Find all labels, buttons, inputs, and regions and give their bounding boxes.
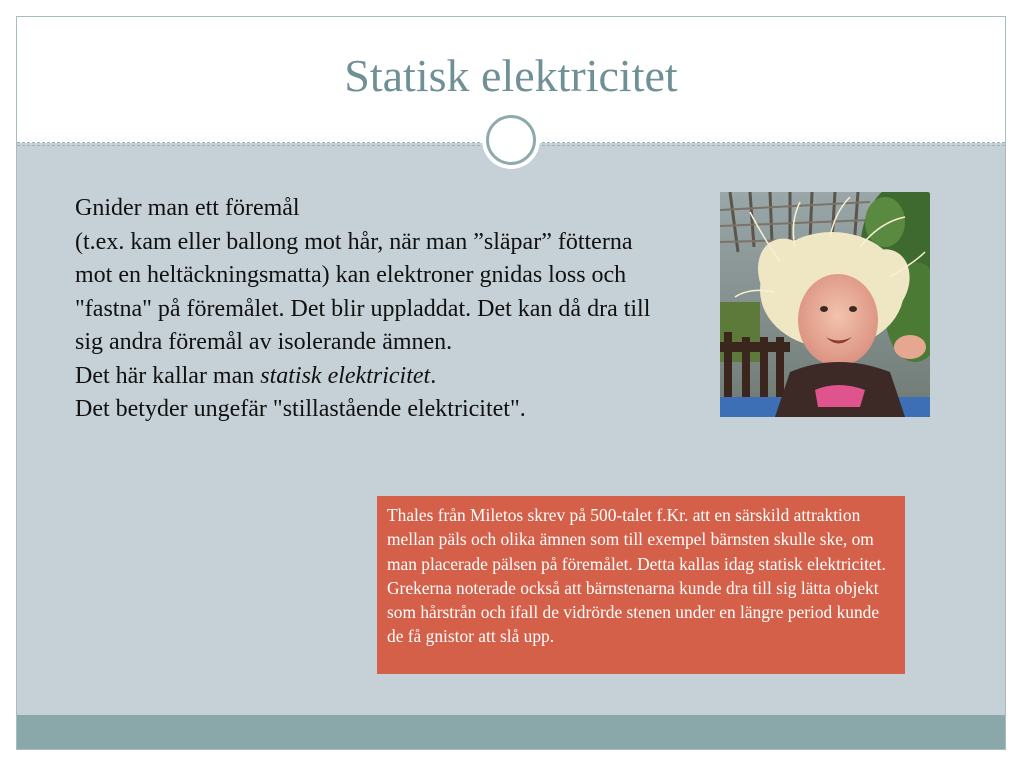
thales-callout-box	[377, 496, 905, 674]
child-with-static-hair-photo	[720, 192, 930, 417]
circle-ornament-icon	[486, 115, 536, 165]
body-line-meaning: Det betyder ungefär "stillastående elektricitet".	[75, 396, 526, 422]
definition-term: statisk elektricitet	[260, 362, 431, 389]
body-line-definition	[75, 360, 675, 394]
body-line-explanation: (t.ex. kam eller ballong mot hår, när man ”släpar” fötterna mot en heltäckningsmatta) kan elektroner gnidas loss och "fastna" på föremålet. Det blir uppladdat. Det kan då dra till sig andra föremål av isolerande ämnen.	[75, 228, 651, 355]
body-line-intro: Gnider man ett föremål	[75, 195, 300, 221]
body-text	[75, 192, 675, 427]
thales-callout-text: Thales från Miletos skrev på 500-talet f.Kr. att en särskild attraktion mellan päls och olika ämnen som till exempel bärnsten skulle ske, om man placerade pälsen på föremålet. Detta kallas idag statisk elektricitet. Grekerna noterade också att bärnstenarna kunde dra till sig lätta objekt som hårstrån och ifall de vidrörde stenen under en längre period kunde de få gnistor att slå upp.	[387, 505, 886, 647]
definition-suffix: .	[430, 362, 437, 389]
definition-prefix: Det här kallar man	[75, 362, 261, 389]
slide-title: Statisk elektricitet	[344, 50, 678, 101]
slide	[16, 16, 1006, 750]
footer-band	[17, 715, 1005, 750]
